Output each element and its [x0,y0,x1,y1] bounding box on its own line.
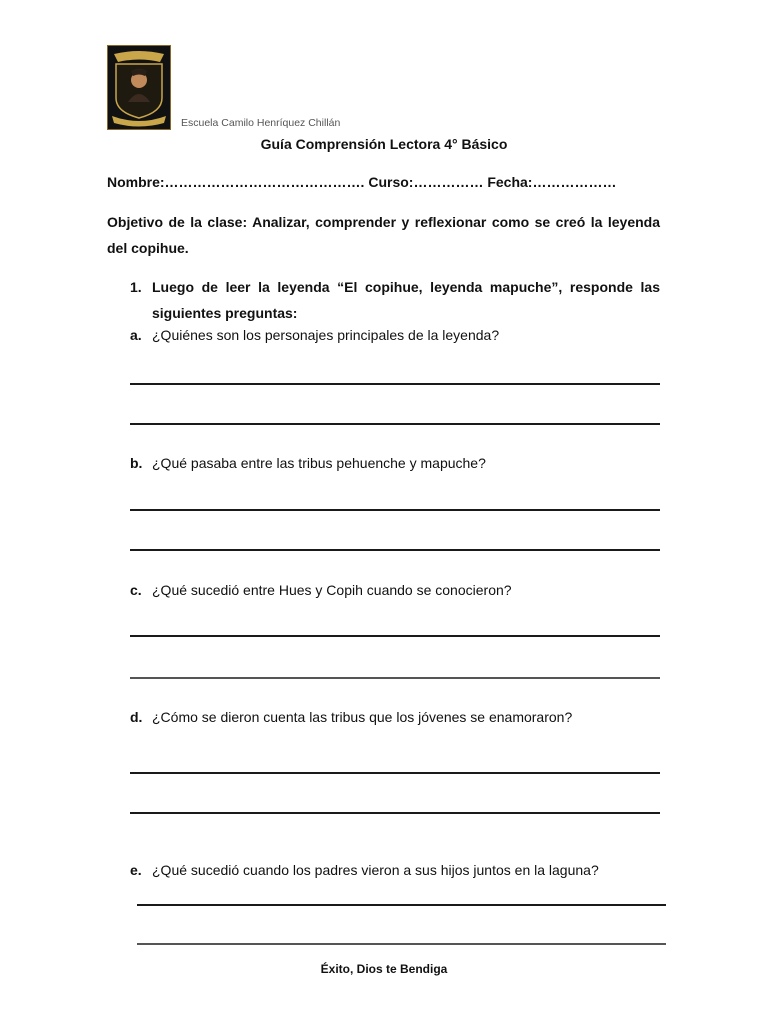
school-name: Escuela Camilo Henríquez Chillán [181,117,341,129]
student-info-line: Nombre:……………………………………. Curso:…………… Fecha:……………… [107,174,617,190]
answer-line-d2[interactable] [130,812,660,814]
answer-line-e1[interactable] [137,904,666,906]
school-crest-icon [108,46,170,129]
footer-message: Éxito, Dios te Bendiga [320,962,448,976]
subquestion-e [130,862,599,878]
question-1-text: Luego de leer la leyenda “El copihue, leyenda mapuche”, responde las siguientes preguntas: [152,279,660,321]
question-1-number: 1. [130,279,142,295]
class-objective: Objetivo de la clase: Analizar, comprender y reflexionar como se creó la leyenda del copihue. [107,214,660,256]
answer-line-a1[interactable] [130,383,660,385]
subquestion-letter: a. [130,327,142,343]
subquestion-text: ¿Qué sucedió entre Hues y Copih cuando se conocieron? [152,582,512,598]
subquestion-text: ¿Quiénes son los personajes principales de la leyenda? [152,327,500,343]
subquestion-text: ¿Qué sucedió cuando los padres vieron a sus hijos juntos en la laguna? [152,862,599,878]
subquestion-letter: e. [130,862,142,878]
subquestion-letter: b. [130,455,143,471]
answer-line-a2[interactable] [130,423,660,425]
answer-line-c2[interactable] [130,677,660,679]
subquestion-d [130,709,572,725]
answer-line-c1[interactable] [130,635,660,637]
answer-line-e2[interactable] [137,943,666,945]
school-logo [107,45,171,130]
subquestion-text: ¿Cómo se dieron cuenta las tribus que los jóvenes se enamoraron? [152,709,573,725]
answer-line-b2[interactable] [130,549,660,551]
subquestion-c [130,582,512,598]
subquestion-a [130,327,499,343]
question-1 [130,274,660,326]
answer-line-b1[interactable] [130,509,660,511]
page-title: Guía Comprensión Lectora 4° Básico [260,136,508,152]
subquestion-text: ¿Qué pasaba entre las tribus pehuenche y mapuche? [152,455,486,471]
subquestion-b [130,455,486,471]
subquestion-letter: d. [130,709,143,725]
answer-line-d1[interactable] [130,772,660,774]
subquestion-letter: c. [130,582,142,598]
